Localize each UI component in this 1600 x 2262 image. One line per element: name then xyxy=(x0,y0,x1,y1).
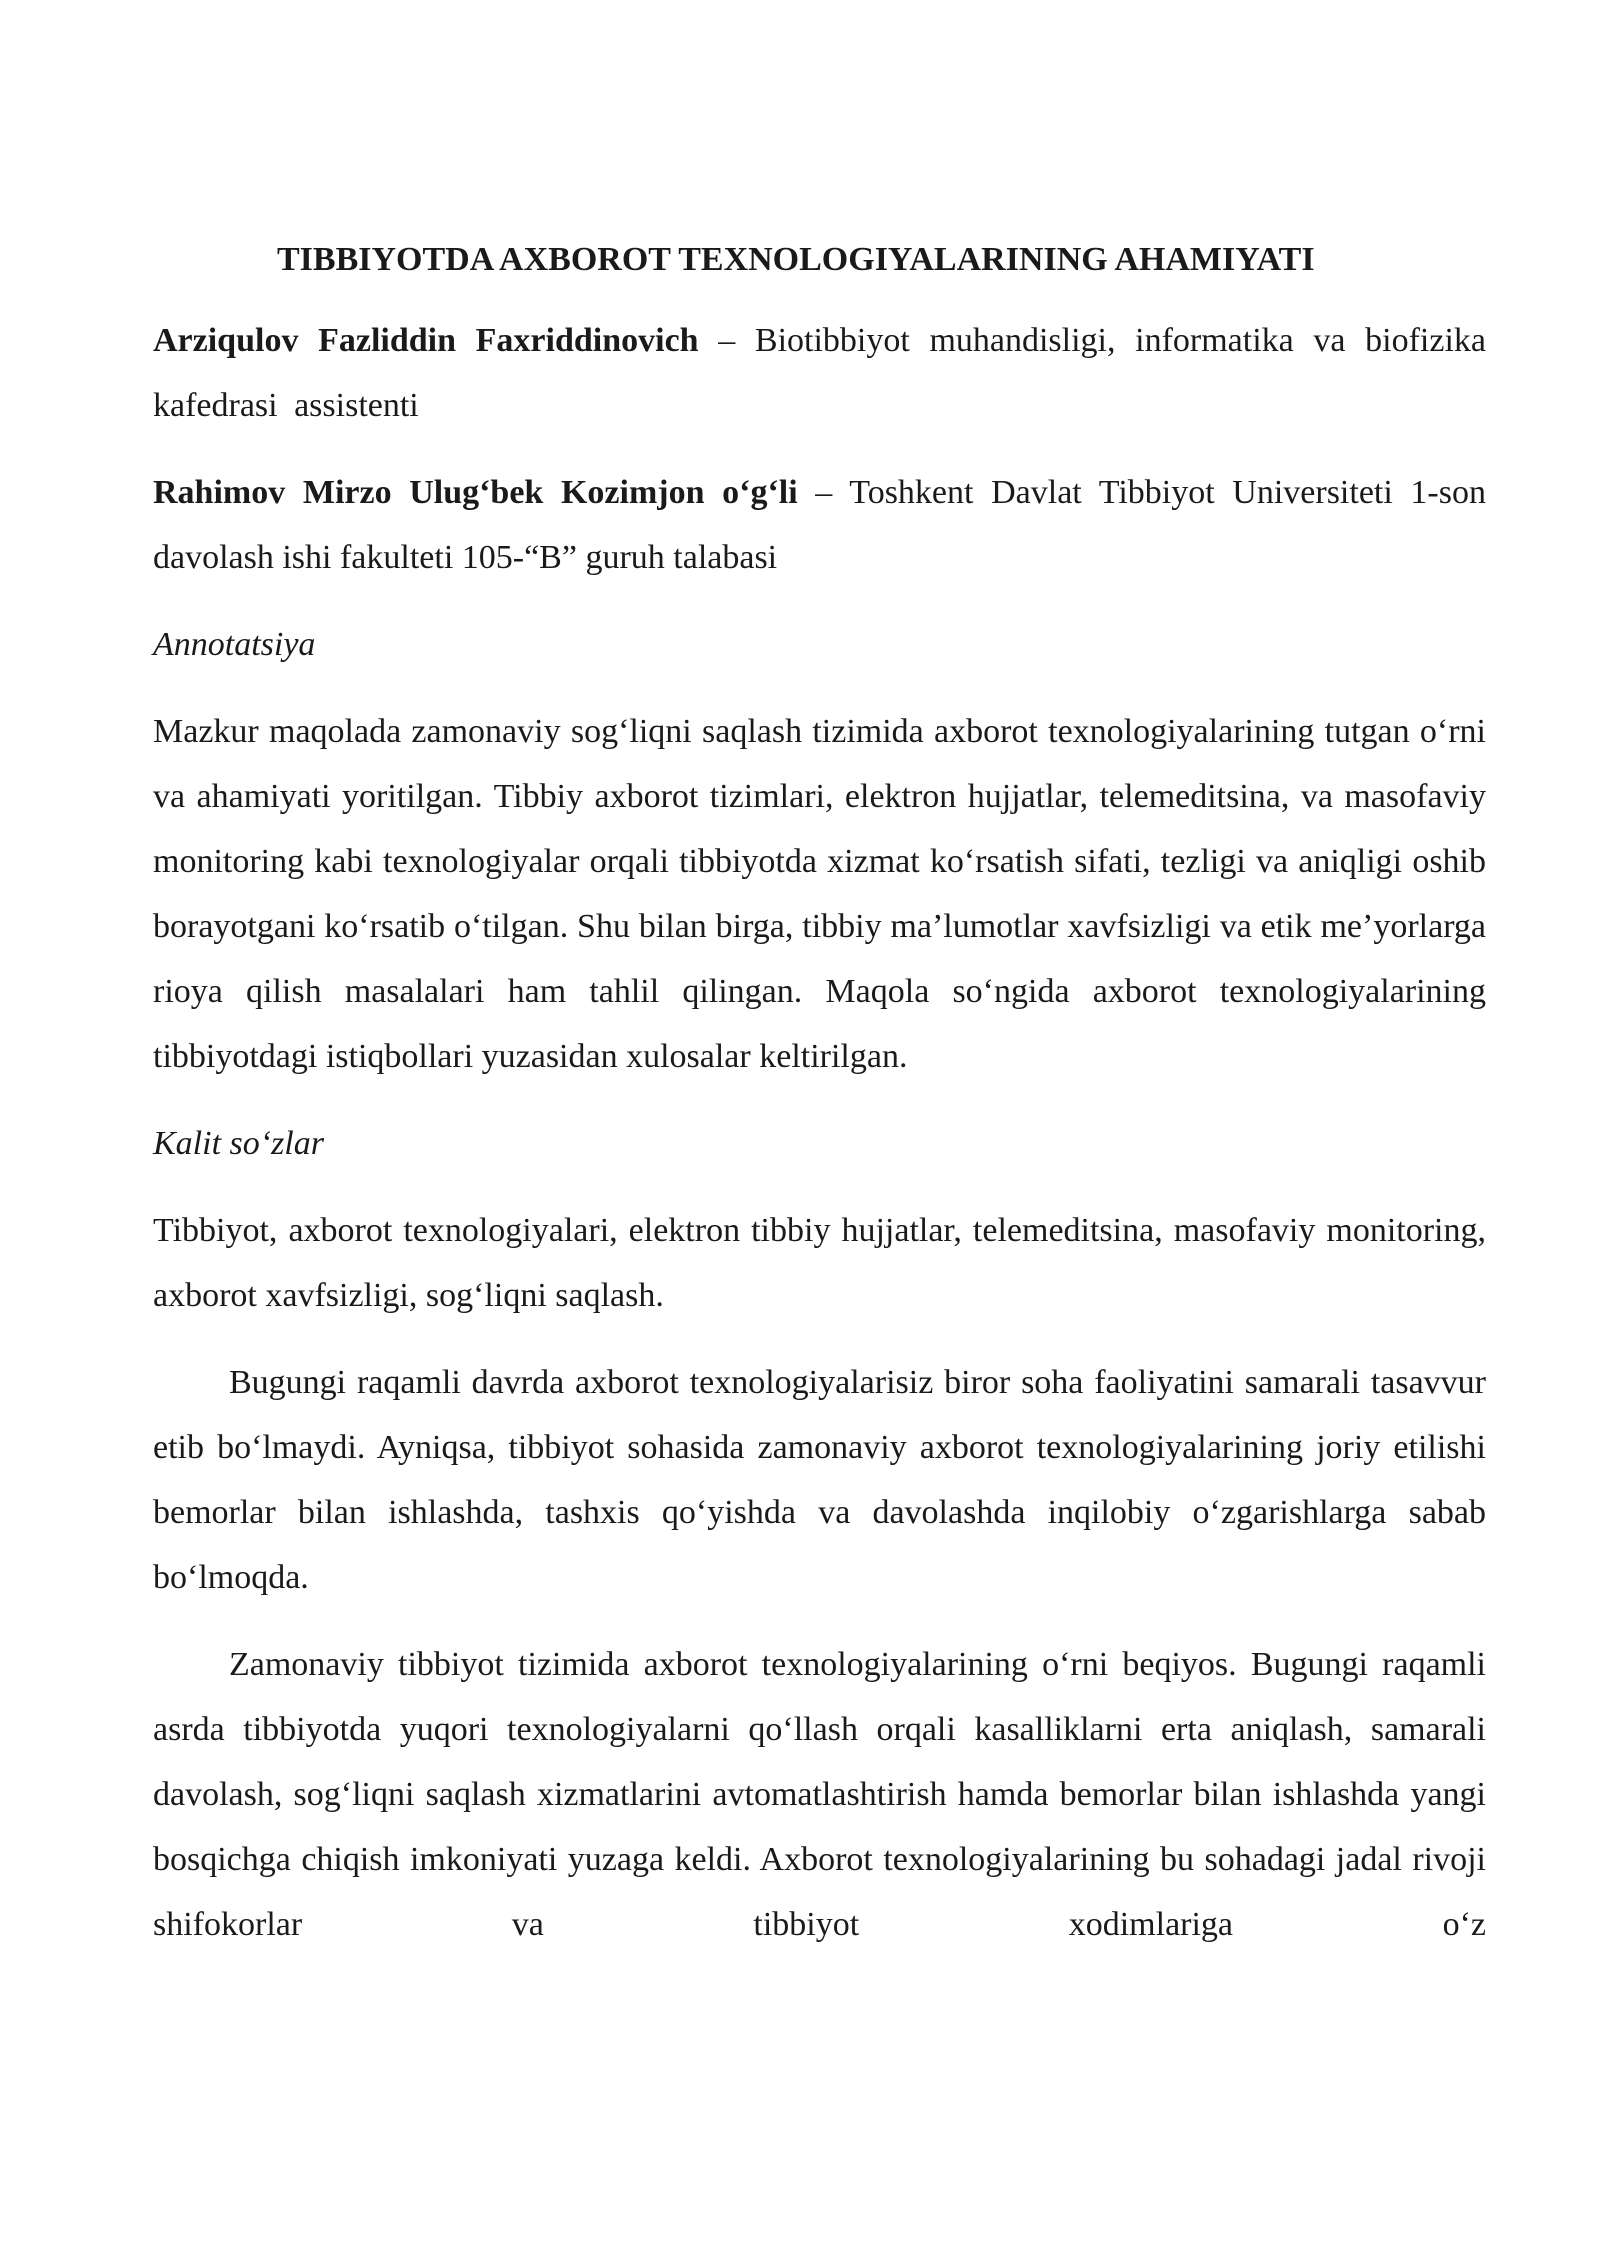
paper-title: TIBBIYOTDA AXBOROT TEXNOLOGIYALARINING AHAMIYATI xyxy=(277,241,1315,278)
annotation-heading: Annotatsiya xyxy=(153,626,316,663)
author-2-name: Rahimov Mirzo Ulug‘bek Kozimjon o‘g‘li xyxy=(153,474,798,511)
keywords-heading: Kalit so‘zlar xyxy=(153,1125,324,1162)
author-1-affiliation: – Biotibbiyot muhandisligi, informatika va biofizika kafedrasi assistenti xyxy=(153,322,1486,424)
keywords-text: Tibbiyot, axborot texnologiyalari, elektron tibbiy hujjatlar, telemeditsina, masofaviy monitoring, axborot xavfsizligi, sog‘liqni saqlash. xyxy=(153,1212,1486,1314)
author-2-affiliation: – Toshkent Davlat Tibbiyot Universiteti 1-son davolash ishi fakulteti 105-“B” guruh talabasi xyxy=(153,474,1486,576)
author-2 xyxy=(153,460,1486,590)
body-paragraph-1: Bugungi raqamli davrda axborot texnologiyalarisiz biror soha faoliyatini samarali tasavvur etib bo‘lmaydi. Ayniqsa, tibbiyot sohasida zamonaviy axborot texnologiyalarining joriy etilishi bemorlar bilan ishlashda, tashxis qo‘yishda va davolashda inqilobiy o‘zgarishlarga sabab bo‘lmoqda. xyxy=(153,1364,1486,1596)
author-1-name: Arziqulov Fazliddin Faxriddinovich xyxy=(153,322,699,359)
document-page xyxy=(153,236,1486,1979)
annotation-text: Mazkur maqolada zamonaviy sog‘liqni saqlash tizimida axborot texnologiyalarining tutgan o‘rni va ahamiyati yoritilgan. Tibbiy axborot tizimlari, elektron hujjatlar, telemeditsina, va masofaviy monitoring kabi texnologiyalar orqali tibbiyotda xizmat ko‘rsatish sifati, tezligi va aniqligi oshib borayotgani ko‘rsatib o‘tilgan. Shu bilan birga, tibbiy ma’lumotlar xavfsizligi va etik me’yorlarga rioya qilish masalalari ham tahlil qilingan. Maqola so‘ngida axborot texnologiyalarining tibbiyotdagi istiqbollari yuzasidan xulosalar keltirilgan. xyxy=(153,713,1486,1075)
author-1 xyxy=(153,308,1486,438)
body-paragraph-2: Zamonaviy tibbiyot tizimida axborot texnologiyalarining o‘rni beqiyos. Bugungi raqamli asrda tibbiyotda yuqori texnologiyalarni qo‘llash orqali kasalliklarni erta aniqlash, samarali davolash, sog‘liqni saqlash xizmatlarini avtomatlashtirish hamda bemorlar bilan ishlashda yangi bosqichga chiqish imkoniyati yuzaga keldi. Axborot texnologiyalarining bu sohadagi jadal rivoji shifokorlar va tibbiyot xodimlariga o‘z xyxy=(153,1646,1486,1943)
